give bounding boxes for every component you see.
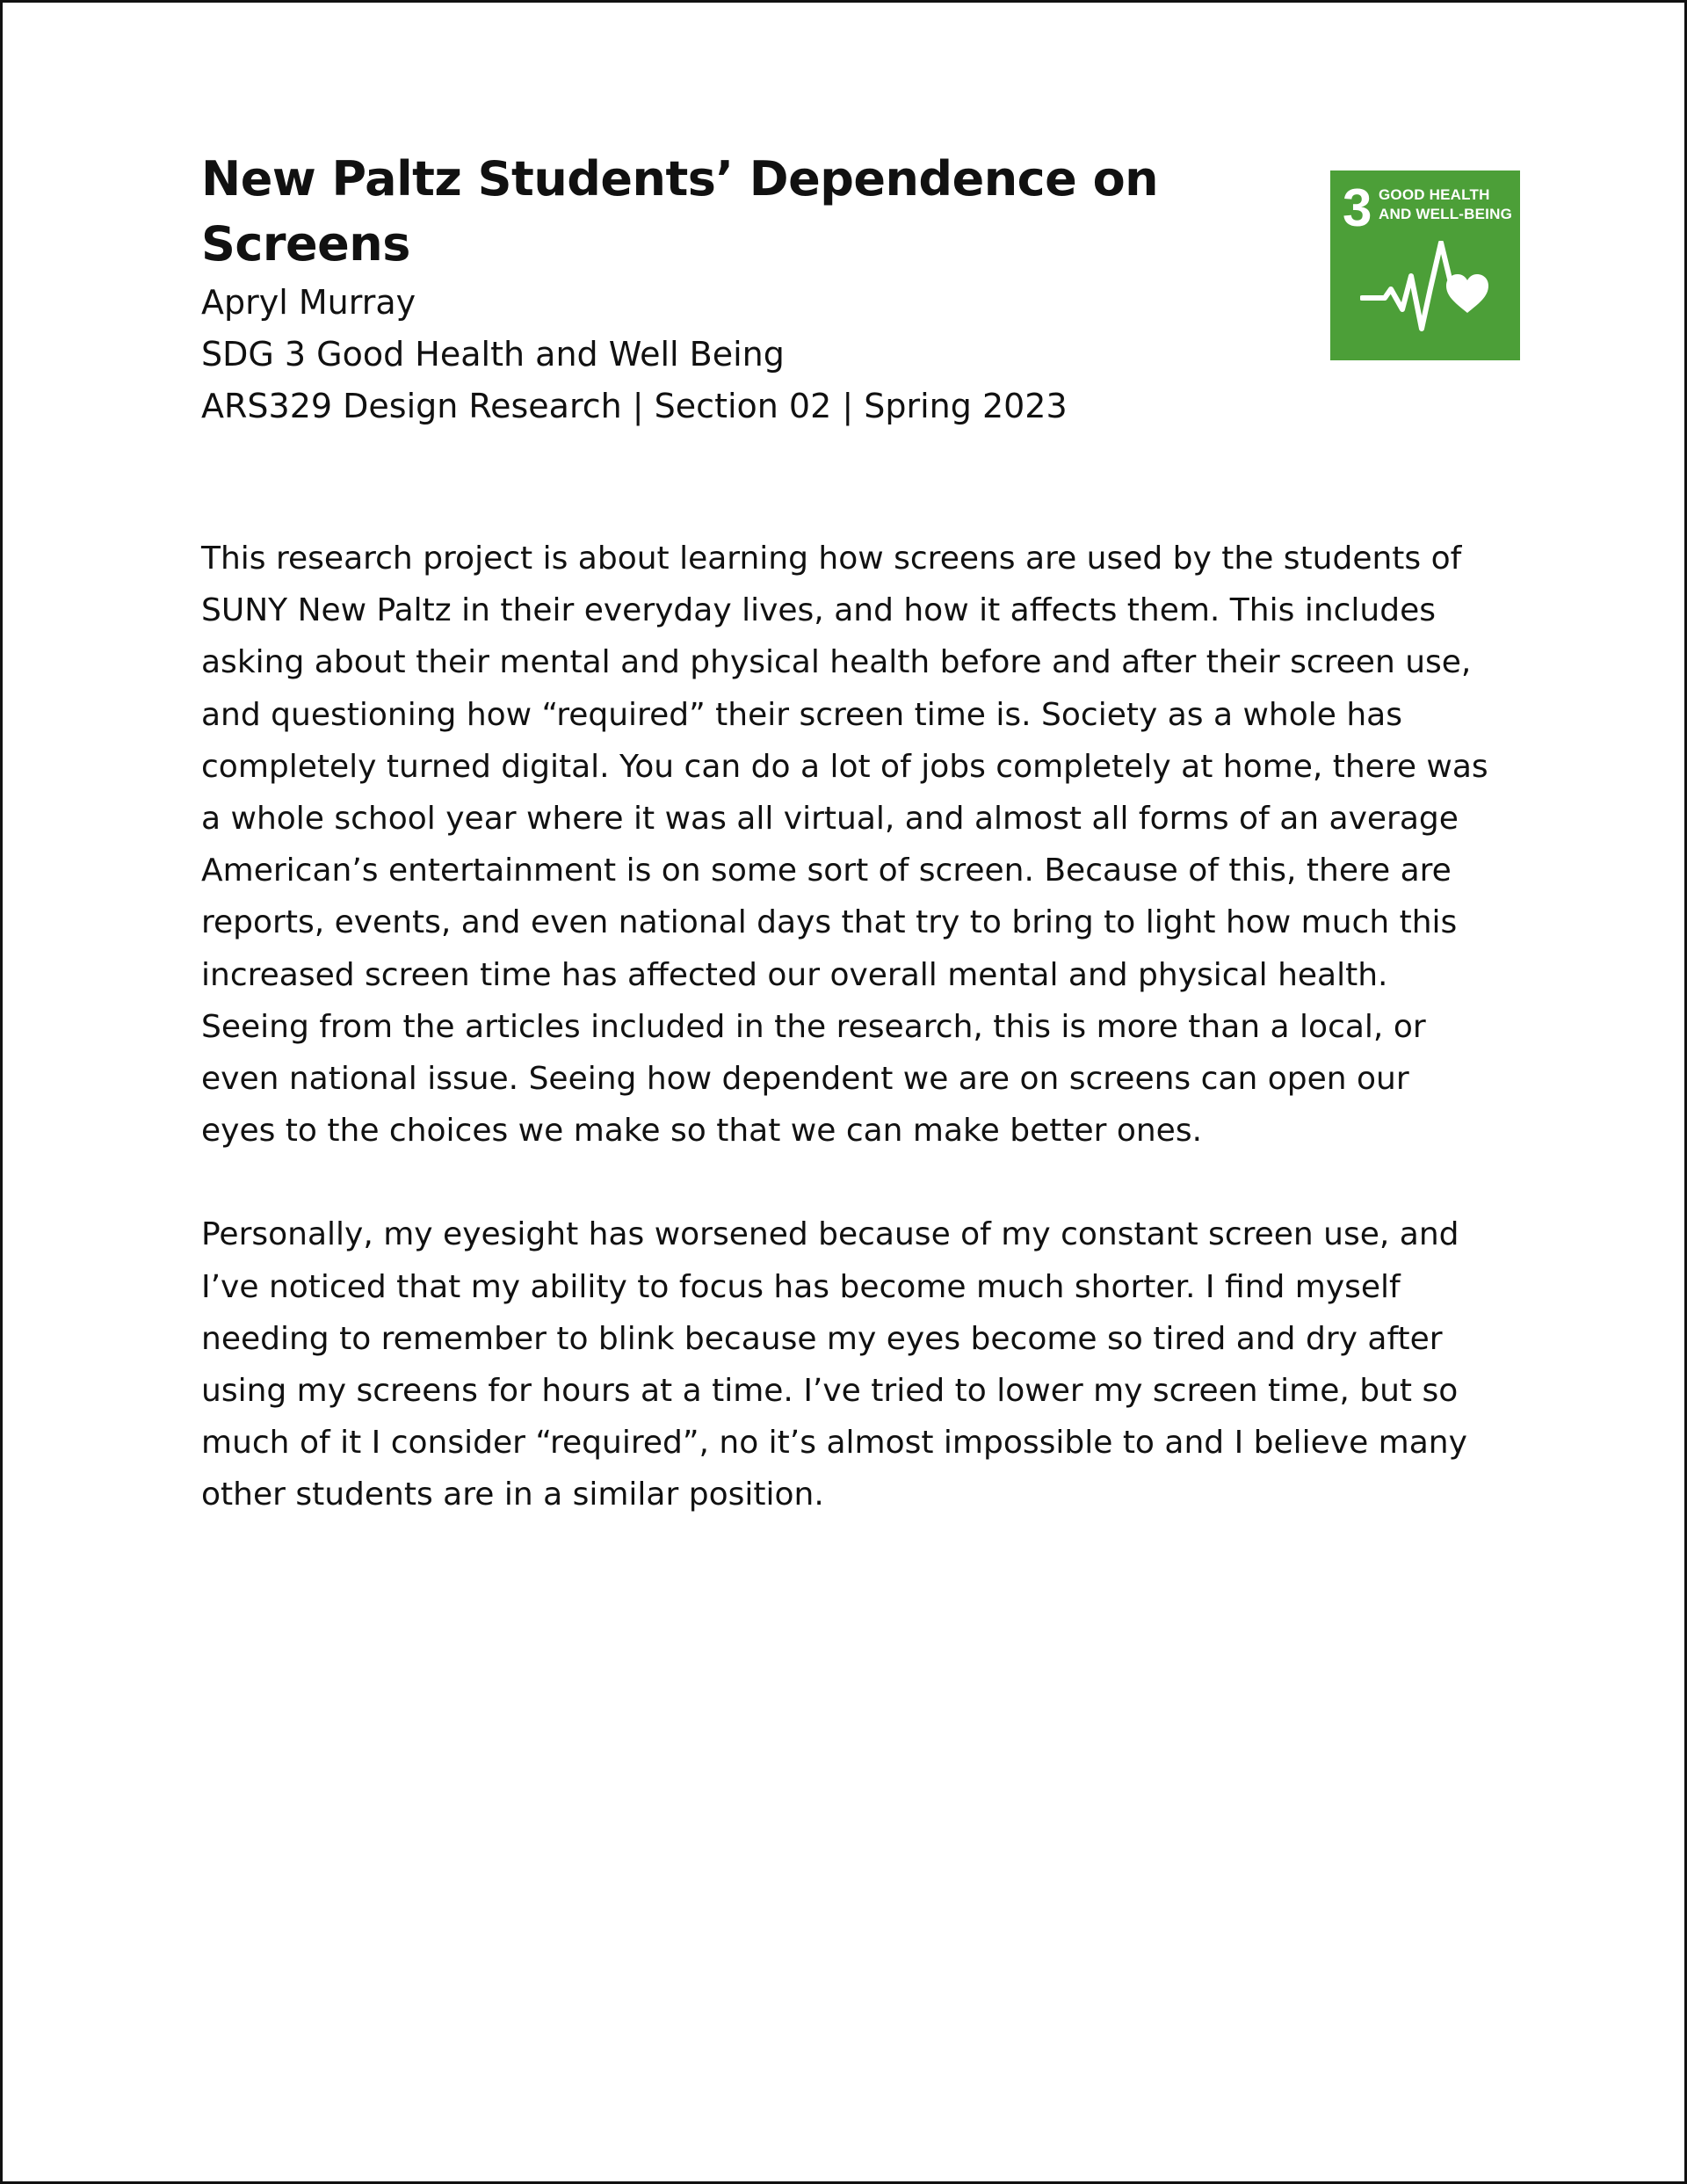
- heartbeat-heart-icon: [1360, 241, 1492, 337]
- body-text: [201, 533, 1493, 1573]
- document-header: [201, 147, 1335, 432]
- page-title: New Paltz Students’ Dependence on Screens: [201, 151, 1159, 272]
- sdg-label: [1379, 185, 1515, 224]
- paragraph-intro: This research project is about learning how screens are used by the students of SUNY New Paltz in their everyday lives, and how it affects them. This includes asking about their mental and physical health before and after their screen use, and questioning how “required” their screen time is. Society as a whole has completely turned digital. You can do a lot of jobs completely at home, there was a whole school year where it was all virtual, and almost all forms of an average American’s entertainment is on some sort of screen. Because of this, there are reports, events, and even national days that try to bring to light how much this increased screen time has affected our overall mental and physical health. Seeing from the articles included in the research, this is more than a local, or even national issue. Seeing how dependent we are on screens can open our eyes to the choices we make so that we can make better ones.: [201, 541, 1488, 1150]
- sdg-label-line-2: AND WELL-BEING: [1379, 206, 1513, 222]
- sdg-3-badge: [1330, 171, 1520, 360]
- course-info-line: ARS329 Design Research | Section 02 | Spring 2023: [201, 387, 1068, 425]
- paragraph-personal: Personally, my eyesight has worsened because of my constant screen use, and I’ve noticed that my ability to focus has become much shorter. I find myself needing to remember to blink because my eyes become so tired and dry after using my screens for hours at a time. I’ve tried to lower my screen time, but so much of it I consider “required”, no it’s almost impossible to and I believe many other students are in a similar position.: [201, 1216, 1467, 1513]
- sdg-goal-line: SDG 3 Good Health and Well Being: [201, 335, 785, 374]
- author-name: Apryl Murray: [201, 283, 416, 322]
- sdg-number: 3: [1343, 178, 1372, 237]
- sdg-label-line-1: GOOD HEALTH: [1379, 186, 1490, 203]
